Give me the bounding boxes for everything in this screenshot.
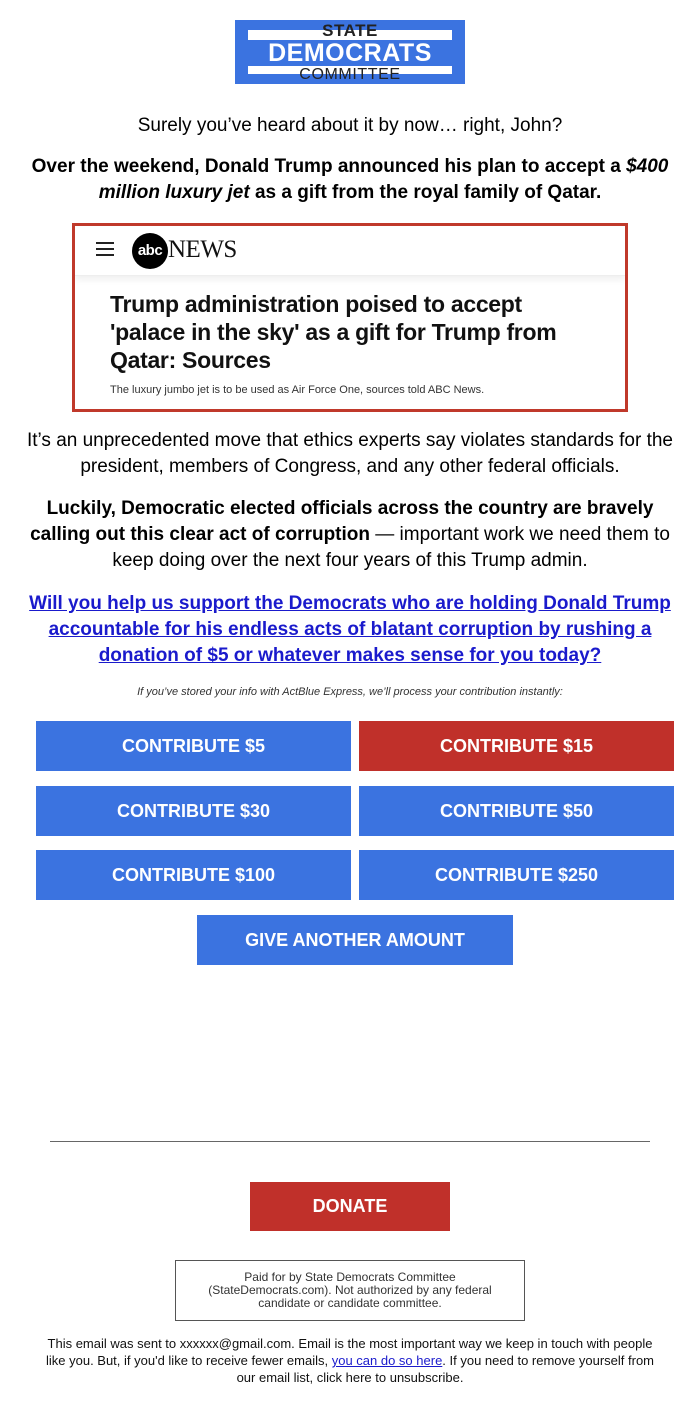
intro-text: Surely you’ve heard about it by now… right, John? <box>137 115 563 136</box>
actblue-note: If you’ve stored your info with ActBlue Express, we’ll process your contribution instantly: <box>137 686 563 698</box>
news-subtitle: The luxury jumbo jet is to be used as Air Force One, sources told ABC News. <box>110 384 485 396</box>
divider <box>50 1141 650 1142</box>
paid-for-disclaimer: Paid for by State Democrats Committee (StateDemocrats.com). Not authorized by any federal candidate or candidate committee. <box>175 1260 525 1321</box>
contribute-5-button[interactable]: CONTRIBUTE $5 <box>36 721 351 771</box>
contribute-250-button[interactable]: CONTRIBUTE $250 <box>359 850 674 900</box>
logo-text-middle: DEMOCRATS <box>268 39 432 67</box>
give-another-amount-button[interactable]: GIVE ANOTHER AMOUNT <box>197 915 513 965</box>
contribute-50-button[interactable]: CONTRIBUTE $50 <box>359 786 674 836</box>
officials-paragraph <box>20 496 680 574</box>
contribute-30-button[interactable]: CONTRIBUTE $30 <box>36 786 351 836</box>
abc-logo-icon: abc <box>132 233 168 269</box>
fewer-emails-link[interactable]: you can do so here <box>331 1353 443 1368</box>
news-brand: NEWS <box>168 236 237 263</box>
lead-part1: Over the weekend, Donald Trump announced his plan to accept a <box>31 156 621 177</box>
news-header-bar <box>75 226 625 276</box>
contribute-100-button[interactable]: CONTRIBUTE $100 <box>36 850 351 900</box>
donate-button[interactable]: DONATE <box>250 1182 450 1231</box>
footer-text-2: . If you need to remove yourself from our email list, click here to unsubscribe. <box>236 1353 655 1385</box>
logo-text-top: STATE <box>322 21 378 40</box>
donation-ask-link[interactable]: Will you help us support the Democrats who are holding Donald Trump accountable for his endless acts of blatant corruption by rushing a donation of $5 or whatever makes sense for you today? <box>29 593 671 666</box>
abc-news-screenshot <box>72 223 628 412</box>
hamburger-menu-icon <box>96 242 114 256</box>
email-footer <box>40 1335 660 1386</box>
officials-rest: — important work we need them to keep doing over the next four years of this Trump admin. <box>112 524 670 571</box>
lead-emphasis: $400 million luxury jet <box>98 156 669 203</box>
state-democrats-logo <box>235 20 465 84</box>
ethics-paragraph: It’s an unprecedented move that ethics experts say violates standards for the president, members of Congress, and any other federal officials. <box>26 430 674 477</box>
lead-paragraph <box>20 154 680 206</box>
news-headline: Trump administration poised to accept 'palace in the sky' as a gift for Trump from Qatar: Sources <box>110 291 557 373</box>
officials-bold: Luckily, Democratic elected officials across the country are bravely calling out this clear act of corruption <box>30 498 654 545</box>
lead-part2: as a gift from the royal family of Qatar. <box>254 182 602 203</box>
logo-text-bottom: COMMITTEE <box>299 66 401 83</box>
footer-text-1: This email was sent to xxxxxx@gmail.com. Email is the most important way we keep in touch with people like you. But, if you'd like to receive fewer emails, <box>45 1336 653 1368</box>
contribute-15-button[interactable]: CONTRIBUTE $15 <box>359 721 674 771</box>
